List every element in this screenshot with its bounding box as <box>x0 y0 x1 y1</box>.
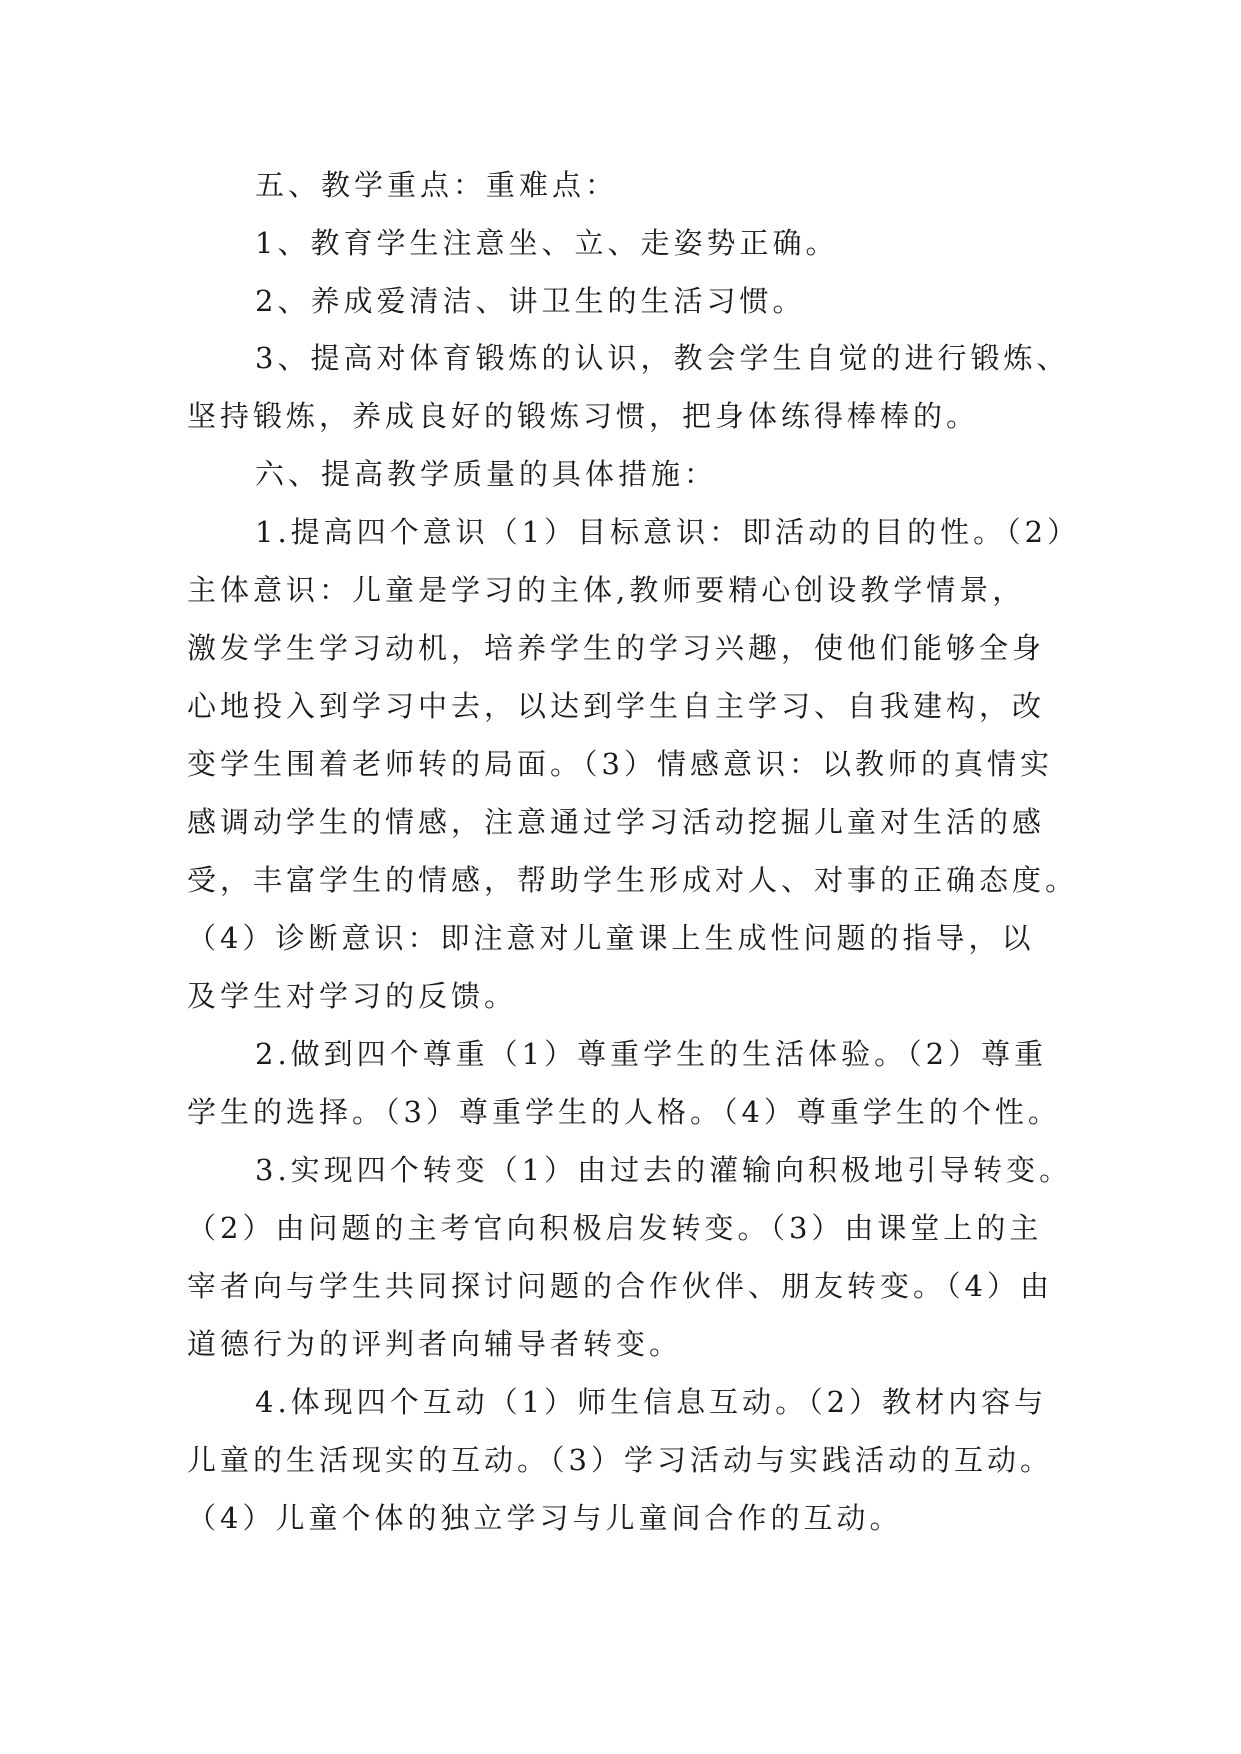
text-line: （2）由问题的主考官向积极启发转变。（3）由课堂上的主 <box>187 1211 1043 1245</box>
text-line: 1.提高四个意识（1）目标意识：即活动的目的性。（2） <box>255 515 1081 549</box>
text-line: 感调动学生的情感，注意通过学习活动挖掘儿童对生活的感 <box>187 805 1046 839</box>
text-line: 激发学生学习动机，培养学生的学习兴趣，使他们能够全身 <box>187 631 1046 665</box>
text-line: 4.体现四个互动（1）师生信息互动。（2）教材内容与 <box>255 1385 1048 1419</box>
text-line: 2、养成爱清洁、讲卫生的生活习惯。 <box>255 284 806 318</box>
text-line: 受，丰富学生的情感，帮助学生形成对人、对事的正确态度。 <box>187 863 1079 897</box>
text-line: 3、提高对体育锻炼的认识，教会学生自觉的进行锻炼、 <box>255 341 1070 375</box>
text-line: 主体意识：儿童是学习的主体,教师要精心创设教学情景， <box>187 573 1026 607</box>
text-line: 坚持锻炼，养成良好的锻炼习惯，把身体练得棒棒的。 <box>187 399 980 433</box>
text-line: 变学生围着老师转的局面。（3）情感意识：以教师的真情实 <box>187 747 1053 781</box>
text-line: 宰者向与学生共同探讨问题的合作伙伴、朋友转变。（4）由 <box>187 1269 1053 1303</box>
text-line: 1、教育学生注意坐、立、走姿势正确。 <box>255 226 839 260</box>
heading-six: 六、提高教学质量的具体措施： <box>255 457 718 491</box>
text-line: 3.实现四个转变（1）由过去的灌输向积极地引导转变。 <box>255 1153 1073 1187</box>
text-line: 心地投入到学习中去，以达到学生自主学习、自我建构，改 <box>187 689 1046 723</box>
text-line: 学生的选择。（3）尊重学生的人格。（4）尊重学生的个性。 <box>187 1095 1061 1129</box>
text-line: 及学生对学习的反馈。 <box>187 979 518 1013</box>
text-line: （4）儿童个体的独立学习与儿童间合作的互动。 <box>187 1501 903 1535</box>
heading-five: 五、教学重点：重难点： <box>255 168 619 202</box>
text-line: 道德行为的评判者向辅导者转变。 <box>187 1327 683 1361</box>
text-line: 儿童的生活现实的互动。（3）学习活动与实践活动的互动。 <box>187 1443 1053 1477</box>
text-line: 2.做到四个尊重（1）尊重学生的生活体验。（2）尊重 <box>255 1037 1048 1071</box>
text-line: （4）诊断意识：即注意对儿童课上生成性问题的指导，以 <box>187 921 1035 955</box>
